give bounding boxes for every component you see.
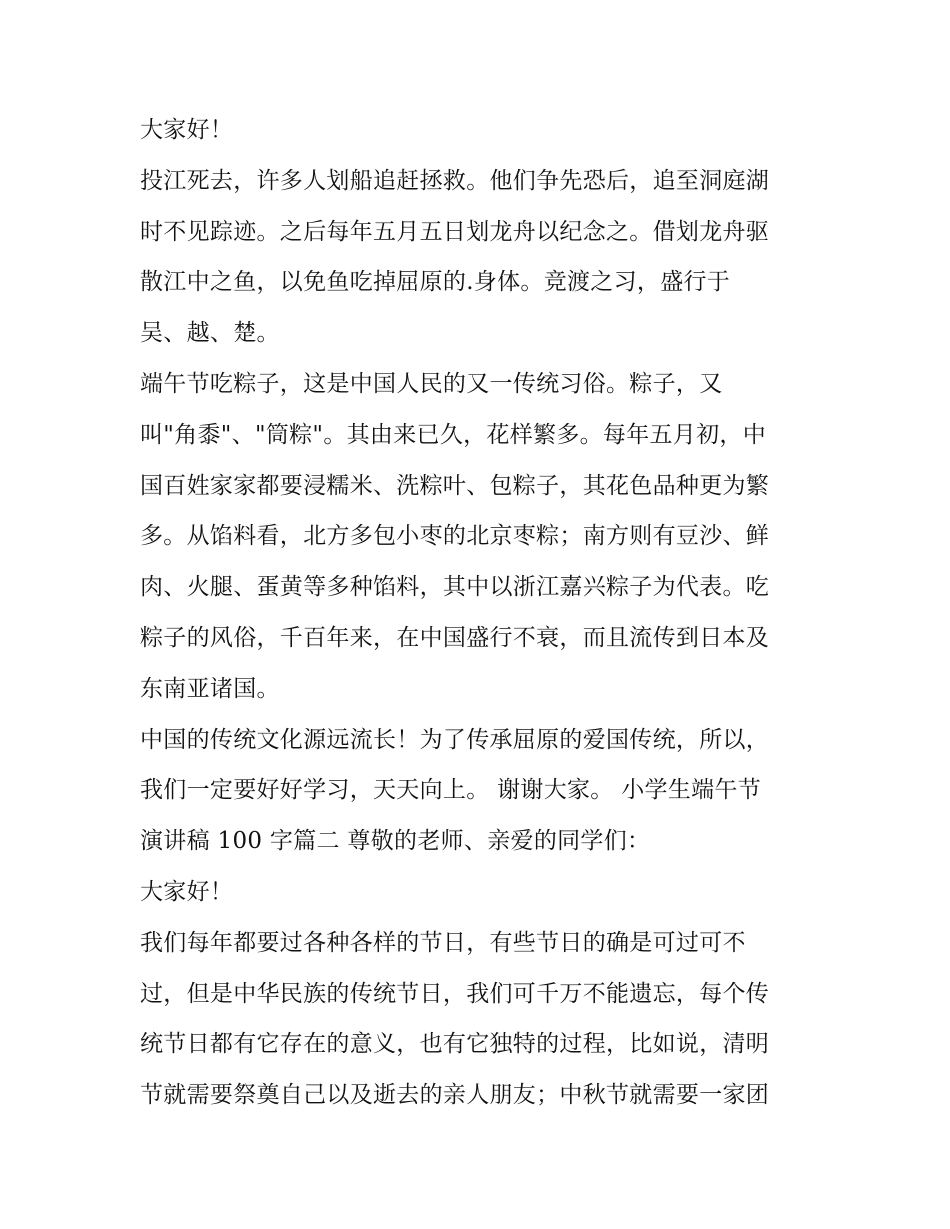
- text-line: 散江中之鱼，以免鱼吃掉屈原的.身体。竞渡之习，盛行于: [140, 269, 731, 296]
- text-line: 过，但是中华民族的传统节日，我们可千万不能遗忘，每个传: [140, 980, 770, 1007]
- text-line: 东南亚诸国。: [140, 675, 280, 702]
- text-line: 吴、越、楚。: [140, 320, 280, 347]
- text-line: 大家好！: [140, 878, 234, 905]
- text-line: 时不见踪迹。之后每年五月五日划龙舟以纪念之。借划龙舟驱: [140, 218, 770, 245]
- text-line: 大家好！: [140, 117, 234, 143]
- text-line: 我们一定要好好学习，天天向上。 谢谢大家。 小学生端午节: [140, 777, 762, 804]
- text-line: 中国的传统文化源远流长！为了传承屈原的爱国传统，所以，: [140, 726, 770, 753]
- text-line: 肉、火腿、蛋黄等多种馅料，其中以浙江嘉兴粽子为代表。吃: [140, 574, 770, 601]
- text-line: 端午节吃粽子，这是中国人民的又一传统习俗。粽子，又: [140, 370, 723, 397]
- text-line: 节就需要祭奠自己以及逝去的亲人朋友；中秋节就需要一家团: [140, 1082, 770, 1109]
- text-line: 国百姓家家都要浸糯米、洗粽叶、包粽子，其花色品种更为繁: [140, 472, 770, 499]
- text-line: 投江死去，许多人划船追赶拯救。他们争先恐后，追至洞庭湖: [140, 167, 770, 194]
- text-line: 叫"角黍"、"筒粽"。其由来已久，花样繁多。每年五月初，中: [140, 421, 767, 448]
- text-line: 粽子的风俗，千百年来，在中国盛行不衰，而且流传到日本及: [140, 624, 770, 651]
- text-line: 多。从馅料看，北方多包小枣的北京枣粽；南方则有豆沙、鲜: [140, 523, 770, 550]
- text-line: 我们每年都要过各种各样的节日，有些节日的确是可过可不: [140, 929, 746, 956]
- text-line: 统节日都有它存在的意义，也有它独特的过程，比如说，清明: [140, 1031, 770, 1058]
- document-body: [140, 105, 820, 1121]
- text-line: 演讲稿 100 字篇二 尊敬的老师、亲爱的同学们：: [140, 828, 651, 855]
